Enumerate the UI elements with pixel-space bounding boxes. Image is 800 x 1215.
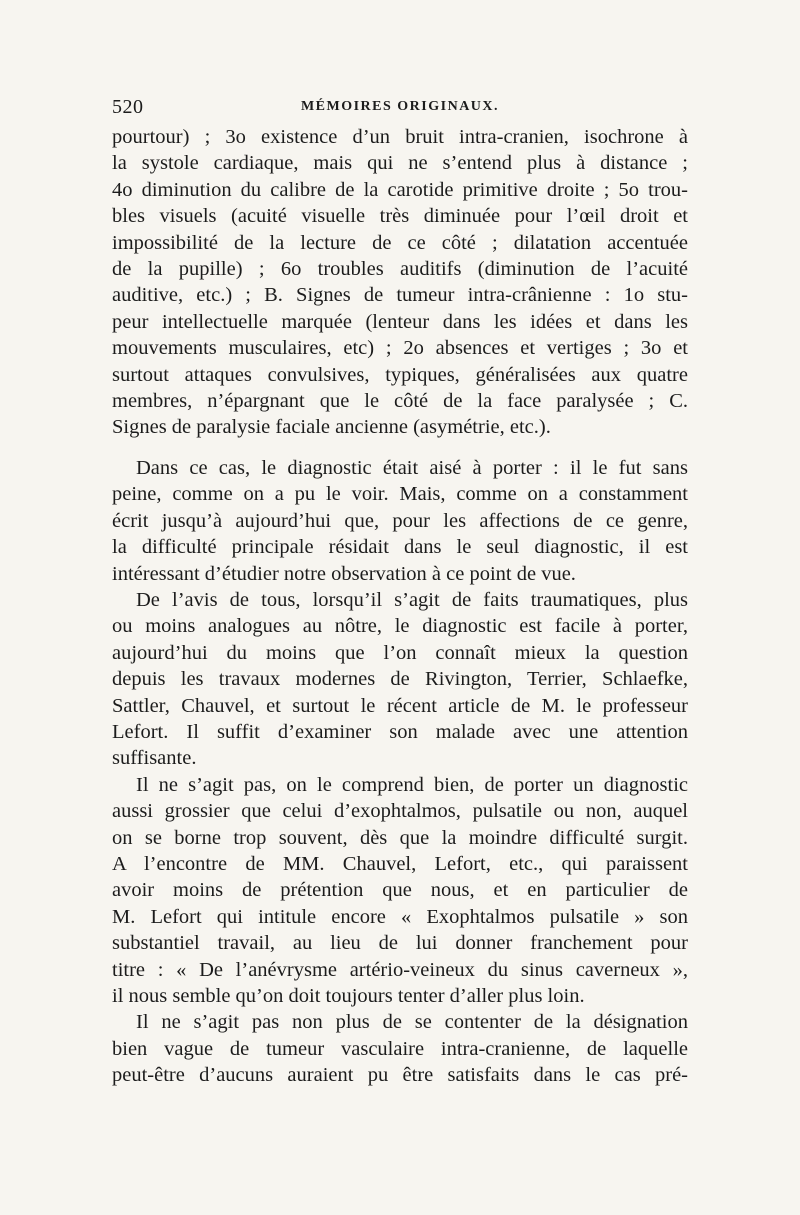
text-line: peut-être d’aucuns auraient pu être satisfaits dans le cas pré- — [112, 1064, 688, 1087]
text-line: titre : « De l’anévrysme artério-veineux du sinus caverneux », — [112, 958, 688, 981]
text-line: intéressant d’étudier notre observation à ce point de vue. — [112, 562, 576, 585]
text-line: aujourd’hui du moins que l’on connaît mieux la question — [112, 641, 688, 664]
paragraph-1 — [112, 124, 688, 441]
text-line: M. Lefort qui intitule encore « Exophtalmos pulsatile » son — [112, 905, 688, 928]
paragraph-5 — [112, 1009, 688, 1088]
text-line: Dans ce cas, le diagnostic était aisé à porter : il le fut sans — [136, 456, 688, 479]
running-head: MÉMOIRES ORIGINAUX. — [300, 99, 500, 114]
text-line: la systole cardiaque, mais qui ne s’entend plus à distance ; — [112, 152, 688, 175]
text-line: Lefort. Il suffit d’examiner son malade avec une attention — [112, 720, 688, 743]
text-line: surtout attaques convulsives, typiques, généralisées aux quatre — [112, 363, 688, 386]
text-line: suffisante. — [112, 747, 197, 770]
text-line: substantiel travail, au lieu de lui donner franchement pour — [112, 932, 688, 955]
body-text — [112, 124, 688, 1089]
text-line: A l’encontre de MM. Chauvel, Lefort, etc., qui paraissent — [112, 852, 688, 875]
text-line: Sattler, Chauvel, et surtout le récent article de M. le professeur — [112, 694, 688, 717]
page-header — [112, 96, 688, 126]
paragraph-4 — [112, 772, 688, 1010]
text-line: écrit jusqu’à aujourd’hui que, pour les affections de ce genre, — [112, 509, 688, 532]
text-line: mouvements musculaires, etc) ; 2o absences et vertiges ; 3o et — [112, 337, 688, 360]
text-line: la difficulté principale résidait dans le seul diagnostic, il est — [112, 536, 688, 559]
text-line: pourtour) ; 3o existence d’un bruit intra-cranien, isochrone à — [112, 126, 688, 148]
text-line: peur intellectuelle marquée (lenteur dans les idées et dans les — [112, 310, 688, 333]
text-line: De l’avis de tous, lorsqu’il s’agit de faits traumatiques, plus — [136, 588, 688, 611]
text-line: impossibilité de la lecture de ce côté ; dilatation accentuée — [112, 231, 688, 254]
text-line: il nous semble qu’on doit toujours tenter d’aller plus loin. — [112, 985, 585, 1007]
text-line: 4o diminution du calibre de la carotide primitive droite ; 5o trou- — [112, 178, 688, 201]
text-line: Il ne s’agit pas, on le comprend bien, de porter un diagnostic — [136, 773, 688, 796]
page-number: 520 — [112, 96, 144, 118]
paragraph-2 — [112, 455, 688, 587]
paragraph-3 — [112, 587, 688, 772]
text-line: avoir moins de prétention que nous, et en particulier de — [112, 879, 688, 902]
text-line: peine, comme on a pu le voir. Mais, comme on a constamment — [112, 483, 688, 506]
text-line: bien vague de tumeur vasculaire intra-cranienne, de laquelle — [112, 1037, 688, 1060]
text-line: bles visuels (acuité visuelle très diminuée pour l’œil droit et — [112, 205, 688, 228]
text-line: auditive, etc.) ; B. Signes de tumeur intra-crânienne : 1o stu- — [112, 284, 688, 307]
text-line: depuis les travaux modernes de Rivington, Terrier, Schlaefke, — [112, 668, 688, 691]
text-line: Il ne s’agit pas non plus de se contenter de la désignation — [136, 1011, 688, 1034]
text-line: de la pupille) ; 6o troubles auditifs (diminution de l’acuité — [112, 258, 688, 281]
text-line: ou moins analogues au nôtre, le diagnostic est facile à porter, — [112, 615, 688, 638]
text-line: membres, n’épargnant que le côté de la face paralysée ; C. — [112, 390, 688, 413]
text-line: on se borne trop souvent, dès que la moindre difficulté surgit. — [112, 826, 688, 849]
text-line: Signes de paralysie faciale ancienne (asymétrie, etc.). — [112, 416, 551, 439]
text-line: aussi grossier que celui d’exophtalmos, pulsatile ou non, auquel — [112, 800, 688, 823]
